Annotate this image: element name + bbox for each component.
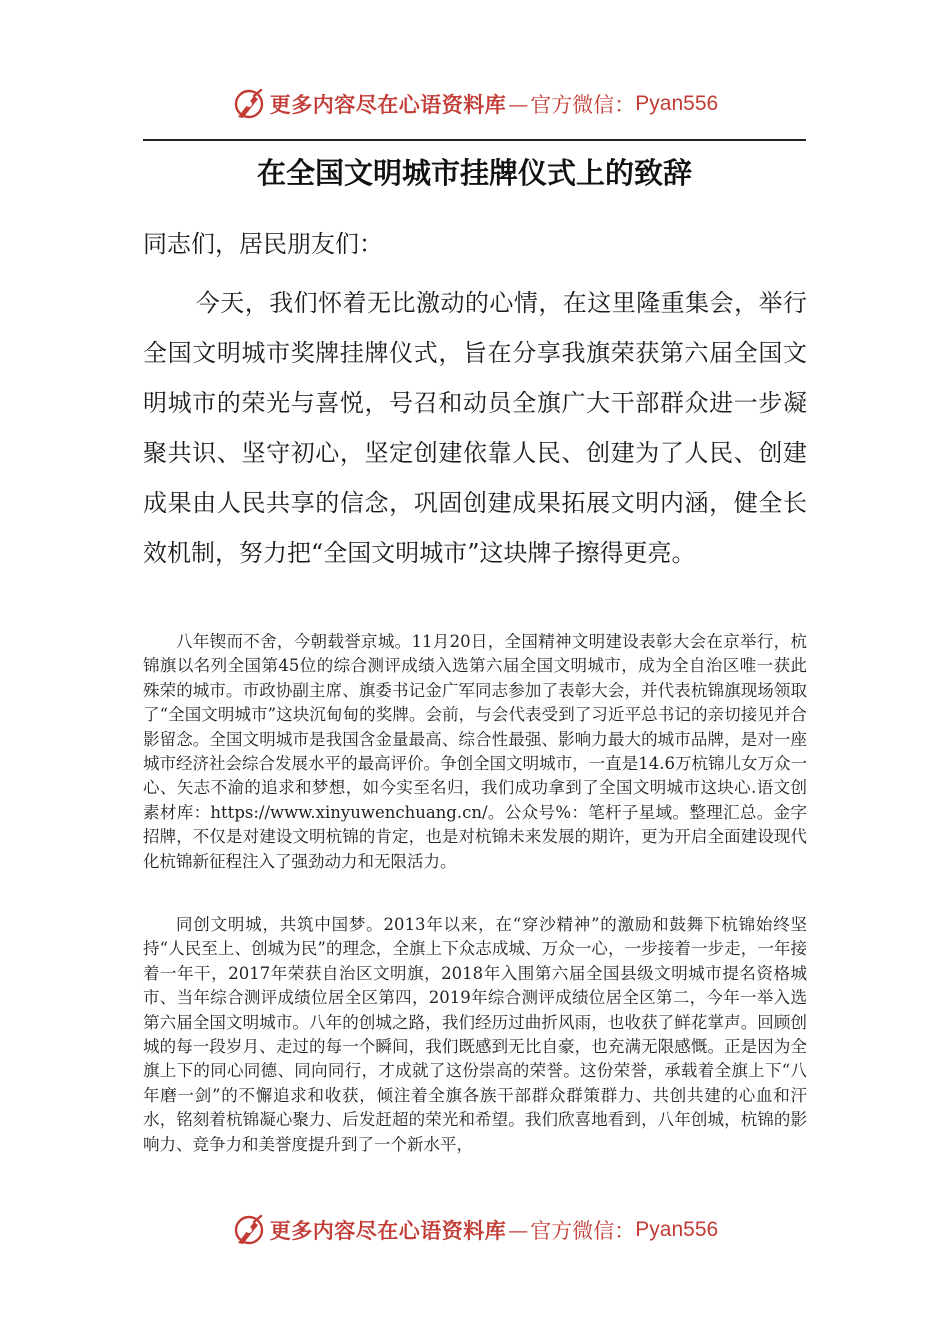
- header-banner: [0, 82, 950, 126]
- header-divider: [143, 139, 806, 141]
- footer-contact-label: 官方微信：: [530, 1219, 636, 1243]
- footer-brand-text: 更多内容尽在心语资料库: [269, 1218, 507, 1243]
- banner-contact-label: 官方微信：: [530, 93, 636, 117]
- footer-contact-id: Pyan556: [635, 1218, 719, 1241]
- footer-separator: —: [508, 1218, 529, 1242]
- banner-contact-id: Pyan556: [635, 92, 719, 115]
- footer-banner: [0, 1208, 950, 1252]
- body-paragraph-2: 同创文明城，共筑中国梦。2013年以来，在“穿沙精神”的激励和鼓舞下杭锦始终坚持“人民至上、创城为民”的理念，全旗上下众志成城、万众一心，一步接着一步走，一年接着一年干，2017年荣获自治区文明旗，2018年入围第六届全国县级文明城市提名资格城市、当年综合测评成绩位居全区第四，2019年综合测评成绩位居全区第二，今年一举入选第六届全国文明城市。八年的创城之路，我们经历过曲折风雨，也收获了鲜花掌声。回顾创城的每一段岁月、走过的每一个瞬间，我们既感到无比自豪，也充满无限感慨。正是因为全旗上下的同心同德、同向同行，才成就了这份崇高的荣誉。这份荣誉，承载着全旗上下“八年磨一剑”的不懈追求和收获，倾注着全旗各族干部群众群策群力、共创共建的心血和汗水，铭刻着杭锦凝心聚力、后发赶超的荣光和希望。我们欣喜地看到，八年创城，杭锦的影响力、竞争力和美誉度提升到了一个新水平，: [143, 915, 807, 1154]
- quill-pen-circle-icon: [232, 1213, 266, 1247]
- banner-brand-text: 更多内容尽在心语资料库: [269, 92, 507, 117]
- lead-paragraph: 今天，我们怀着无比激动的心情，在这里隆重集会，举行全国文明城市奖牌挂牌仪式，旨在分享我旗荣获第六届全国文明城市的荣光与喜悦，号召和动员全旗广大干部群众进一步凝聚共识、坚守初心，坚定创建依靠人民、创建为了人民、创建成果由人民共享的信念，巩固创建成果拓展文明内涵，健全长效机制，努力把“全国文明城市”这块牌子擦得更亮。: [143, 289, 807, 567]
- document-title: 在全国文明城市挂牌仪式上的致辞: [256, 156, 692, 190]
- banner-separator: —: [508, 92, 529, 116]
- quill-pen-circle-icon: [232, 87, 266, 121]
- body-paragraph-1: 八年锲而不舍，今朝载誉京城。11月20日，全国精神文明建设表彰大会在京举行，杭锦旗以名列全国第45位的综合测评成绩入选第六届全国文明城市，成为全自治区唯一获此殊荣的城市。市政协副主席、旗委书记金广军同志参加了表彰大会，并代表杭锦旗现场领取了“全国文明城市”这块沉甸甸的奖牌。会前，与会代表受到了习近平总书记的亲切接见并合影留念。全国文明城市是我国含金量最高、综合性最强、影响力最大的城市品牌，是对一座城市经济社会综合发展水平的最高评价。争创全国文明城市，一直是14.6万杭锦儿女万众一心、矢志不渝的追求和梦想，如今实至名归，我们成功拿到了全国文明城市这块心.语文创素材库：https://www.xinyuwenchuang.cn/。公众号%：笔杆子星域。整理汇总。金字招牌，不仅是对建设文明杭锦的肯定，也是对杭锦未来发展的期许，更为开启全面建设现代化杭锦新征程注入了强劲动力和无限活力。: [143, 632, 807, 871]
- greeting: 同志们，居民朋友们：: [143, 230, 383, 258]
